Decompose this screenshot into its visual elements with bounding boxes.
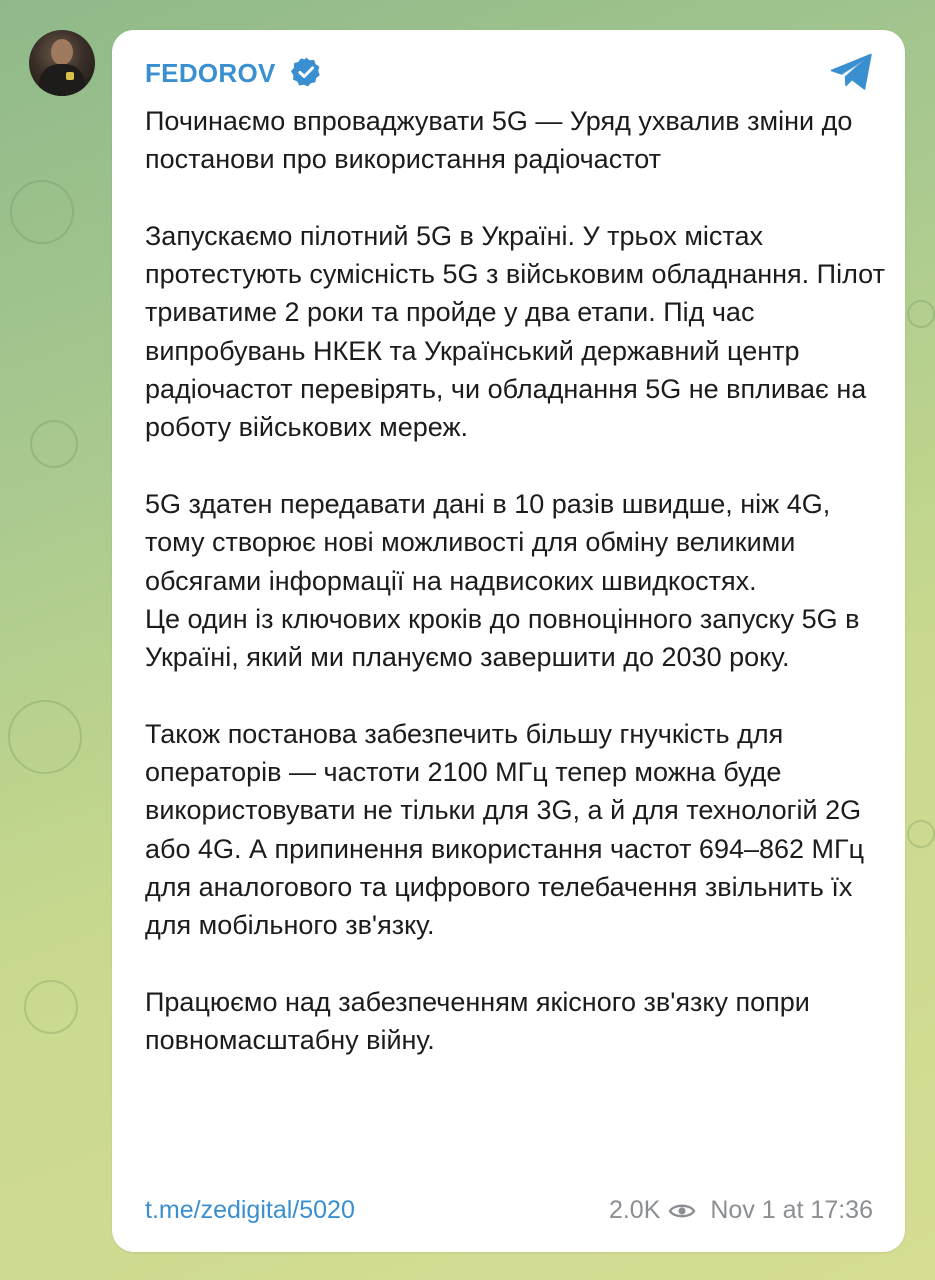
background-doodle: [24, 980, 78, 1034]
message-text: [145, 102, 885, 1059]
post-link[interactable]: t.me/zedigital/5020: [145, 1196, 355, 1224]
message-paragraph-5: Також постанова забезпечить більшу гнучкість для операторів — частоти 2100 МГц тепер можна буде використовувати не тільки для 3G, а й для технологій 2G або 4G. А припинення використання частот 694–862 МГц для аналогового та цифрового телебачення звільнить їх для мобільного зв'язку.: [145, 718, 865, 941]
message-meta: [609, 1196, 873, 1225]
background-doodle: [8, 700, 82, 774]
message-footer: [145, 1196, 873, 1228]
background-doodle: [30, 420, 78, 468]
message-paragraph-4: Це один із ключових кроків до повноцінного запуску 5G в Україні, який ми плануємо завершити до 2030 року.: [145, 603, 860, 673]
background-doodle: [10, 180, 74, 244]
message-paragraph-3: 5G здатен передавати дані в 10 разів швидше, ніж 4G, тому створює нові можливості для обміну великими обсягами інформації на надвисоких швидкостях.: [145, 488, 831, 596]
message-card: [112, 30, 905, 1252]
avatar-shirt: [39, 64, 85, 96]
view-count: 2.0K: [608, 1196, 661, 1224]
background-doodle: [907, 820, 935, 848]
message-timestamp: Nov 1 at 17:36: [710, 1196, 873, 1224]
eye-icon: [668, 1201, 696, 1221]
message-paragraph-1: Починаємо впроваджувати 5G — Уряд ухвалив зміни до постанови про використання радіочастот: [145, 106, 853, 175]
message-paragraph-2: Запускаємо пілотний 5G в Україні. У трьох містах протестують сумісність 5G з військовим обладнання. Пілот триватиме 2 роки та пройде у два етапи. Під час випробувань НКЕК та Український державний центр радіочастот перевірять, чи обладнання 5G не впливає на роботу військових мереж.: [145, 220, 885, 443]
avatar-head: [51, 39, 73, 65]
channel-avatar[interactable]: [29, 30, 95, 96]
background-doodle: [907, 300, 935, 328]
verified-badge-icon: [290, 56, 322, 88]
telegram-icon: [829, 52, 875, 92]
message-paragraph-6: Працюємо над забезпеченням якісного зв'язку попри повномасштабну війну.: [145, 986, 810, 1056]
channel-name[interactable]: FEDOROV: [145, 58, 276, 88]
avatar-badge: [66, 72, 74, 80]
